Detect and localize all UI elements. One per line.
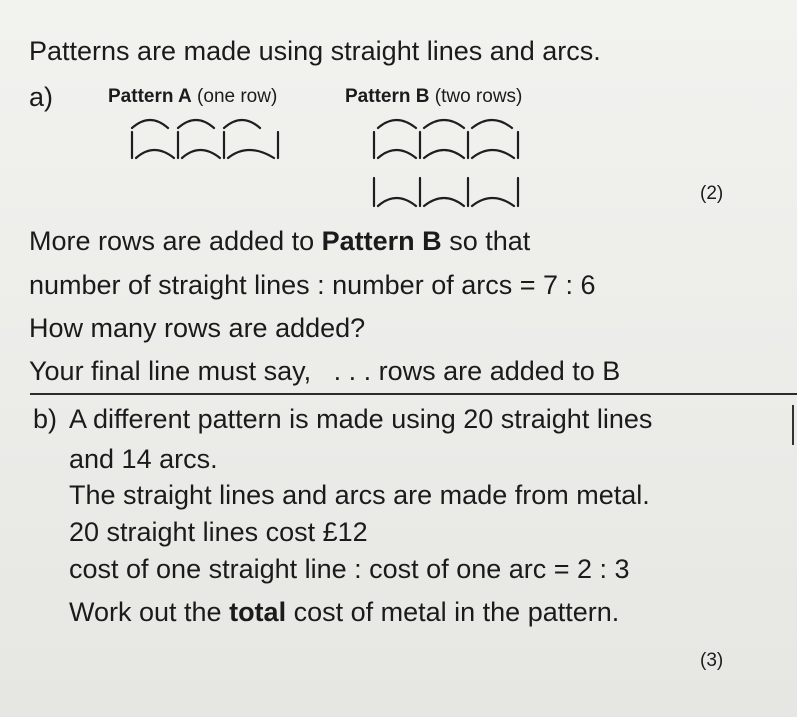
part-a-line-3: How many rows are added? bbox=[29, 313, 366, 343]
pattern-b-arc bbox=[472, 120, 512, 128]
part-a-line-2: number of straight lines : number of arcs = 7 : 6 bbox=[29, 270, 596, 300]
pattern-b-arc bbox=[378, 198, 416, 206]
margin-line bbox=[792, 405, 794, 445]
part-b-line-6-pre: Work out the bbox=[69, 597, 230, 627]
pattern-a-arc bbox=[132, 120, 168, 128]
pattern-b-heading bbox=[345, 86, 522, 108]
part-b-line-5: cost of one straight line : cost of one arc = 2 : 3 bbox=[69, 554, 630, 584]
pattern-a-heading bbox=[108, 86, 277, 108]
pattern-b-arc bbox=[472, 198, 514, 206]
part-b-line-3: The straight lines and arcs are made from metal. bbox=[69, 480, 650, 510]
part-b-line-4: 20 straight lines cost £12 bbox=[69, 517, 368, 547]
pattern-b-diagram bbox=[370, 110, 540, 220]
pattern-b-arc bbox=[424, 120, 464, 128]
part-a-line-1 bbox=[29, 226, 530, 257]
part-b-line-6-post: cost of metal in the pattern. bbox=[286, 597, 620, 627]
pattern-a-arc bbox=[178, 120, 214, 128]
pattern-b-arc bbox=[424, 198, 464, 206]
pattern-a-arc bbox=[182, 150, 220, 158]
part-a-line-1-bold: Pattern B bbox=[321, 226, 442, 256]
part-b-line-2: and 14 arcs. bbox=[69, 444, 218, 474]
pattern-a-desc: (one row) bbox=[197, 86, 278, 107]
part-a-line-4: Your final line must say, . . . rows are added to B bbox=[29, 356, 621, 386]
pattern-a-diagram bbox=[128, 110, 288, 170]
pattern-a-arc bbox=[228, 150, 274, 158]
part-b-line-1: A different pattern is made using 20 straight lines bbox=[69, 404, 653, 434]
intro-text: Patterns are made using straight lines and arcs. bbox=[29, 36, 601, 66]
part-b-line-6-bold: total bbox=[229, 597, 287, 627]
pattern-b-arc bbox=[378, 150, 416, 158]
part-b-line-6 bbox=[69, 597, 619, 628]
part-a-line-1-pre: More rows are added to bbox=[29, 226, 322, 256]
pattern-b-arc bbox=[424, 150, 464, 158]
part-a-line-1-post: so that bbox=[441, 226, 531, 256]
part-a-marks: (2) bbox=[700, 183, 724, 204]
pattern-a-arc bbox=[136, 150, 174, 158]
pattern-b-arc bbox=[472, 150, 514, 158]
pattern-a-arc bbox=[224, 120, 260, 128]
pattern-b-arc bbox=[378, 120, 416, 128]
part-b-marks: (3) bbox=[700, 650, 724, 671]
part-b-label: b) bbox=[33, 404, 58, 434]
section-divider bbox=[30, 393, 797, 395]
part-a-label: a) bbox=[29, 82, 54, 112]
pattern-b-name: Pattern B bbox=[345, 86, 430, 107]
pattern-b-desc: (two rows) bbox=[434, 86, 523, 107]
pattern-a-name: Pattern A bbox=[108, 86, 192, 107]
